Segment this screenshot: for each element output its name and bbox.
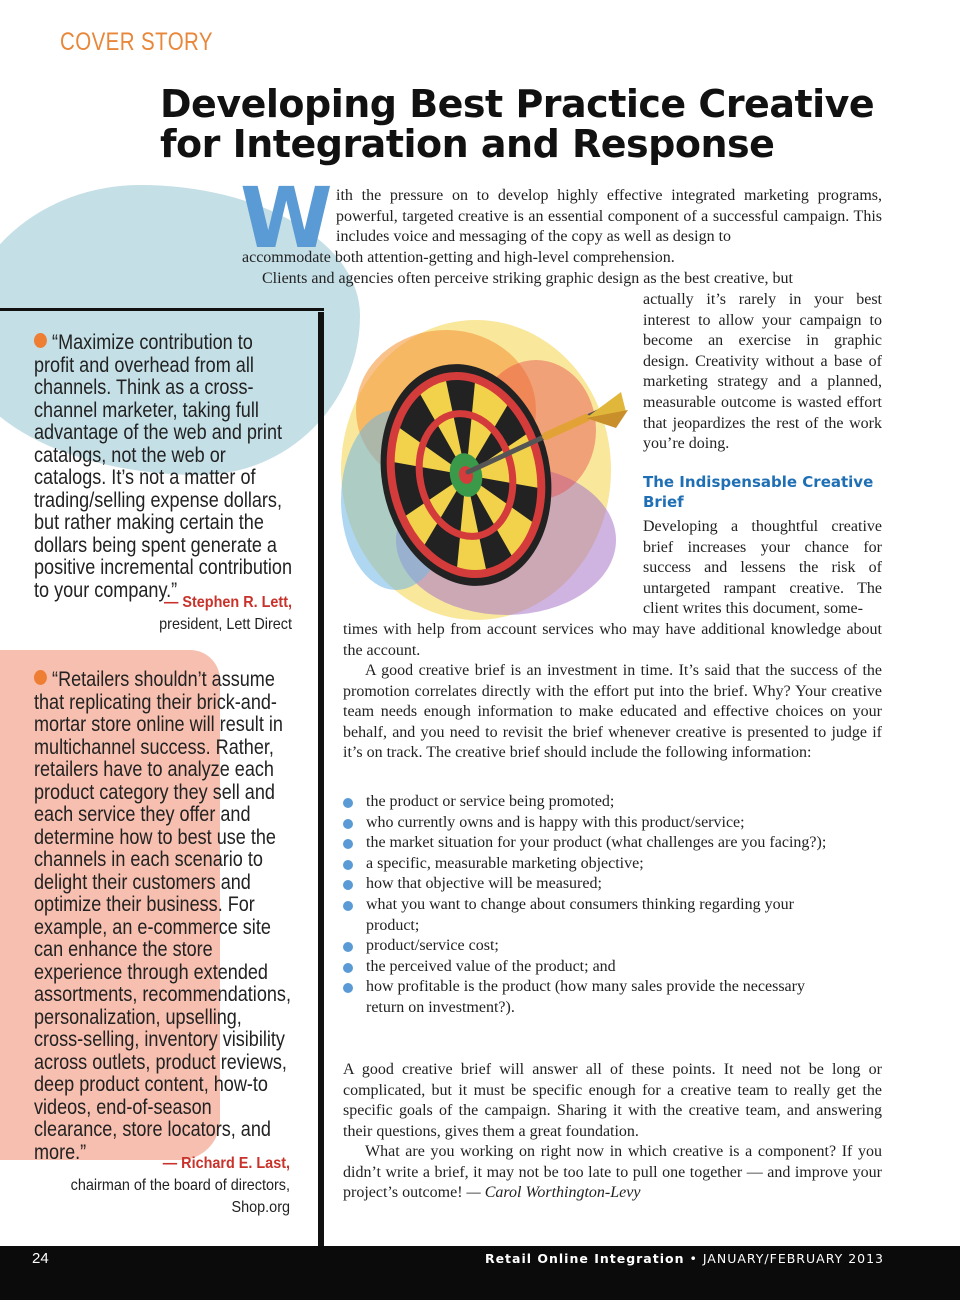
sidebar-vertical-rule (318, 312, 324, 1247)
list-item: how that objective will be measured; (343, 874, 843, 895)
footer-publication-info (485, 1251, 884, 1266)
pull-quote-1-name: — Stephen R. Lett, (163, 594, 292, 611)
subhead: The Indispensable Creative Brief (643, 473, 874, 511)
pull-quote-2 (34, 669, 292, 1164)
blue-dot-icon (343, 839, 353, 849)
pull-quote-2-attribution (56, 1153, 290, 1219)
headline-line-2: for Integration and Response (160, 122, 775, 166)
headline-line-1: Developing Best Practice Creative (160, 82, 875, 126)
list-item: a specific, measurable marketing objective; (343, 854, 843, 875)
brief-para-1-column: Developing a thoughtful creative brief increases your chance for success and lessens the risk of untargeted rampant creative. The client writes this document, some- (643, 518, 882, 618)
blue-dot-icon (343, 901, 353, 911)
list-item: how profitable is the product (how many sales provide the necessary return on investment?). (343, 977, 843, 1018)
pull-quote-1 (34, 332, 292, 602)
headline (160, 84, 920, 164)
dartboard-illustration (336, 300, 636, 630)
blue-dot-icon (343, 819, 353, 829)
publication-name: Retail Online Integration (484, 1251, 685, 1266)
blue-dot-icon (343, 860, 353, 870)
sidebar-top-rule (0, 308, 324, 311)
pull-quote-2-name: — Richard E. Last, (162, 1155, 290, 1172)
author-signature: — Carol Worthington-Levy (466, 1184, 641, 1202)
drop-cap: W (240, 169, 333, 267)
pull-quote-2-title: chairman of the board of directors, (70, 1177, 291, 1194)
closing-para-1: A good creative brief will answer all of these points. It need not be long or complicated, but it must be specific enough for a creative team to really get the specific goals of the campaign. Sharing it with the creative team, and answering their questions, gives them a great foundation. (343, 1061, 882, 1140)
section-label: COVER STORY (60, 28, 213, 56)
pull-quote-2-text: “Retailers shouldn’t assume that replicating their brick-and-mortar store online will result in multichannel success. Rather, retailers have to analyze each product category they sell and each service they offer and determine how to best use the channels in each scenario to delight their customers and optimize their business. For example, an e-commerce site can enhance the store experience through extended assortments, recommendations, personalization, upselling, cross-selling, inventory visibility across outlets, product reviews, deep product content, how-to videos, end-of-season clearance, store locators, and more.” (34, 668, 291, 1164)
orange-dot-icon (34, 670, 47, 685)
pull-quote-1-title: president, Lett Direct (159, 616, 292, 633)
pull-quote-1-text: “Maximize contribution to profit and overhead from all channels. Think as a cross-channel marketer, taking full advantage of the web and print catalogs, not the web or catalogs. It’s not a matter of trading/selling expense dollars, but rather making certain the dollars being spent generate a positive incremental contribution to your company.” (34, 331, 292, 602)
blue-dot-icon (343, 942, 353, 952)
list-item: product/service cost; (343, 936, 843, 957)
pull-quote-1-attribution (83, 592, 292, 636)
article-intro: ith the pressure on to develop highly effective integrated marketing programs, powerful, targeted creative is an essential component of a successful campaign. This includes voice and messaging of the copy as well as design to (336, 187, 882, 246)
issue-date: JANUARY/FEBRUARY 2013 (702, 1251, 884, 1266)
list-item: the product or service being promoted; (343, 792, 843, 813)
blue-dot-icon (343, 963, 353, 973)
brief-checklist (343, 792, 843, 1019)
list-item: what you want to change about consumers thinking regarding your product; (343, 895, 843, 936)
pull-quote-2-title-2: Shop.org (231, 1199, 290, 1216)
brief-para-2: A good creative brief is an investment in time. It’s said that the success of the promotion correlates directly with the effort put into the brief. Why? Your creative team needs enough information to make educated and effective choices on your behalf, and you need to revisit the brief whenever creative is presented to judge if it’s on track. The creative brief should include the following information: (343, 662, 882, 762)
closing-para-2 (343, 1142, 882, 1204)
orange-dot-icon (34, 333, 47, 348)
blue-dot-icon (343, 983, 353, 993)
list-item: the market situation for your product (what challenges are you facing?); (343, 833, 843, 854)
list-item: who currently owns and is happy with this product/service; (343, 813, 843, 834)
article-para-2-start: Clients and agencies often perceive striking graphic design as the best creative, but (262, 270, 793, 287)
footer-separator: • (689, 1251, 698, 1266)
closing-para-2-text: What are you working on right now in which creative is a component? If you didn’t write a brief, it may not be too late to pull one together — and improve your project’s outcome! (343, 1143, 882, 1202)
page-number: 24 (32, 1250, 49, 1267)
list-item: the perceived value of the product; and (343, 957, 843, 978)
brief-para-1-rest: times with help from account services who may have additional knowledge about the account. (343, 621, 882, 659)
article-para-2-rest: actually it’s rarely in your best interest to allow your campaign to become an exercise in graphic design. Creativity without a base of marketing strategy and a planned, measurable outcome is wasted effort that jeopardizes the rest of the work you’re doing. (643, 291, 882, 453)
blue-dot-icon (343, 798, 353, 808)
article-intro-end: accommodate both attention-getting and high-level comprehension. (242, 249, 675, 266)
blue-dot-icon (343, 880, 353, 890)
